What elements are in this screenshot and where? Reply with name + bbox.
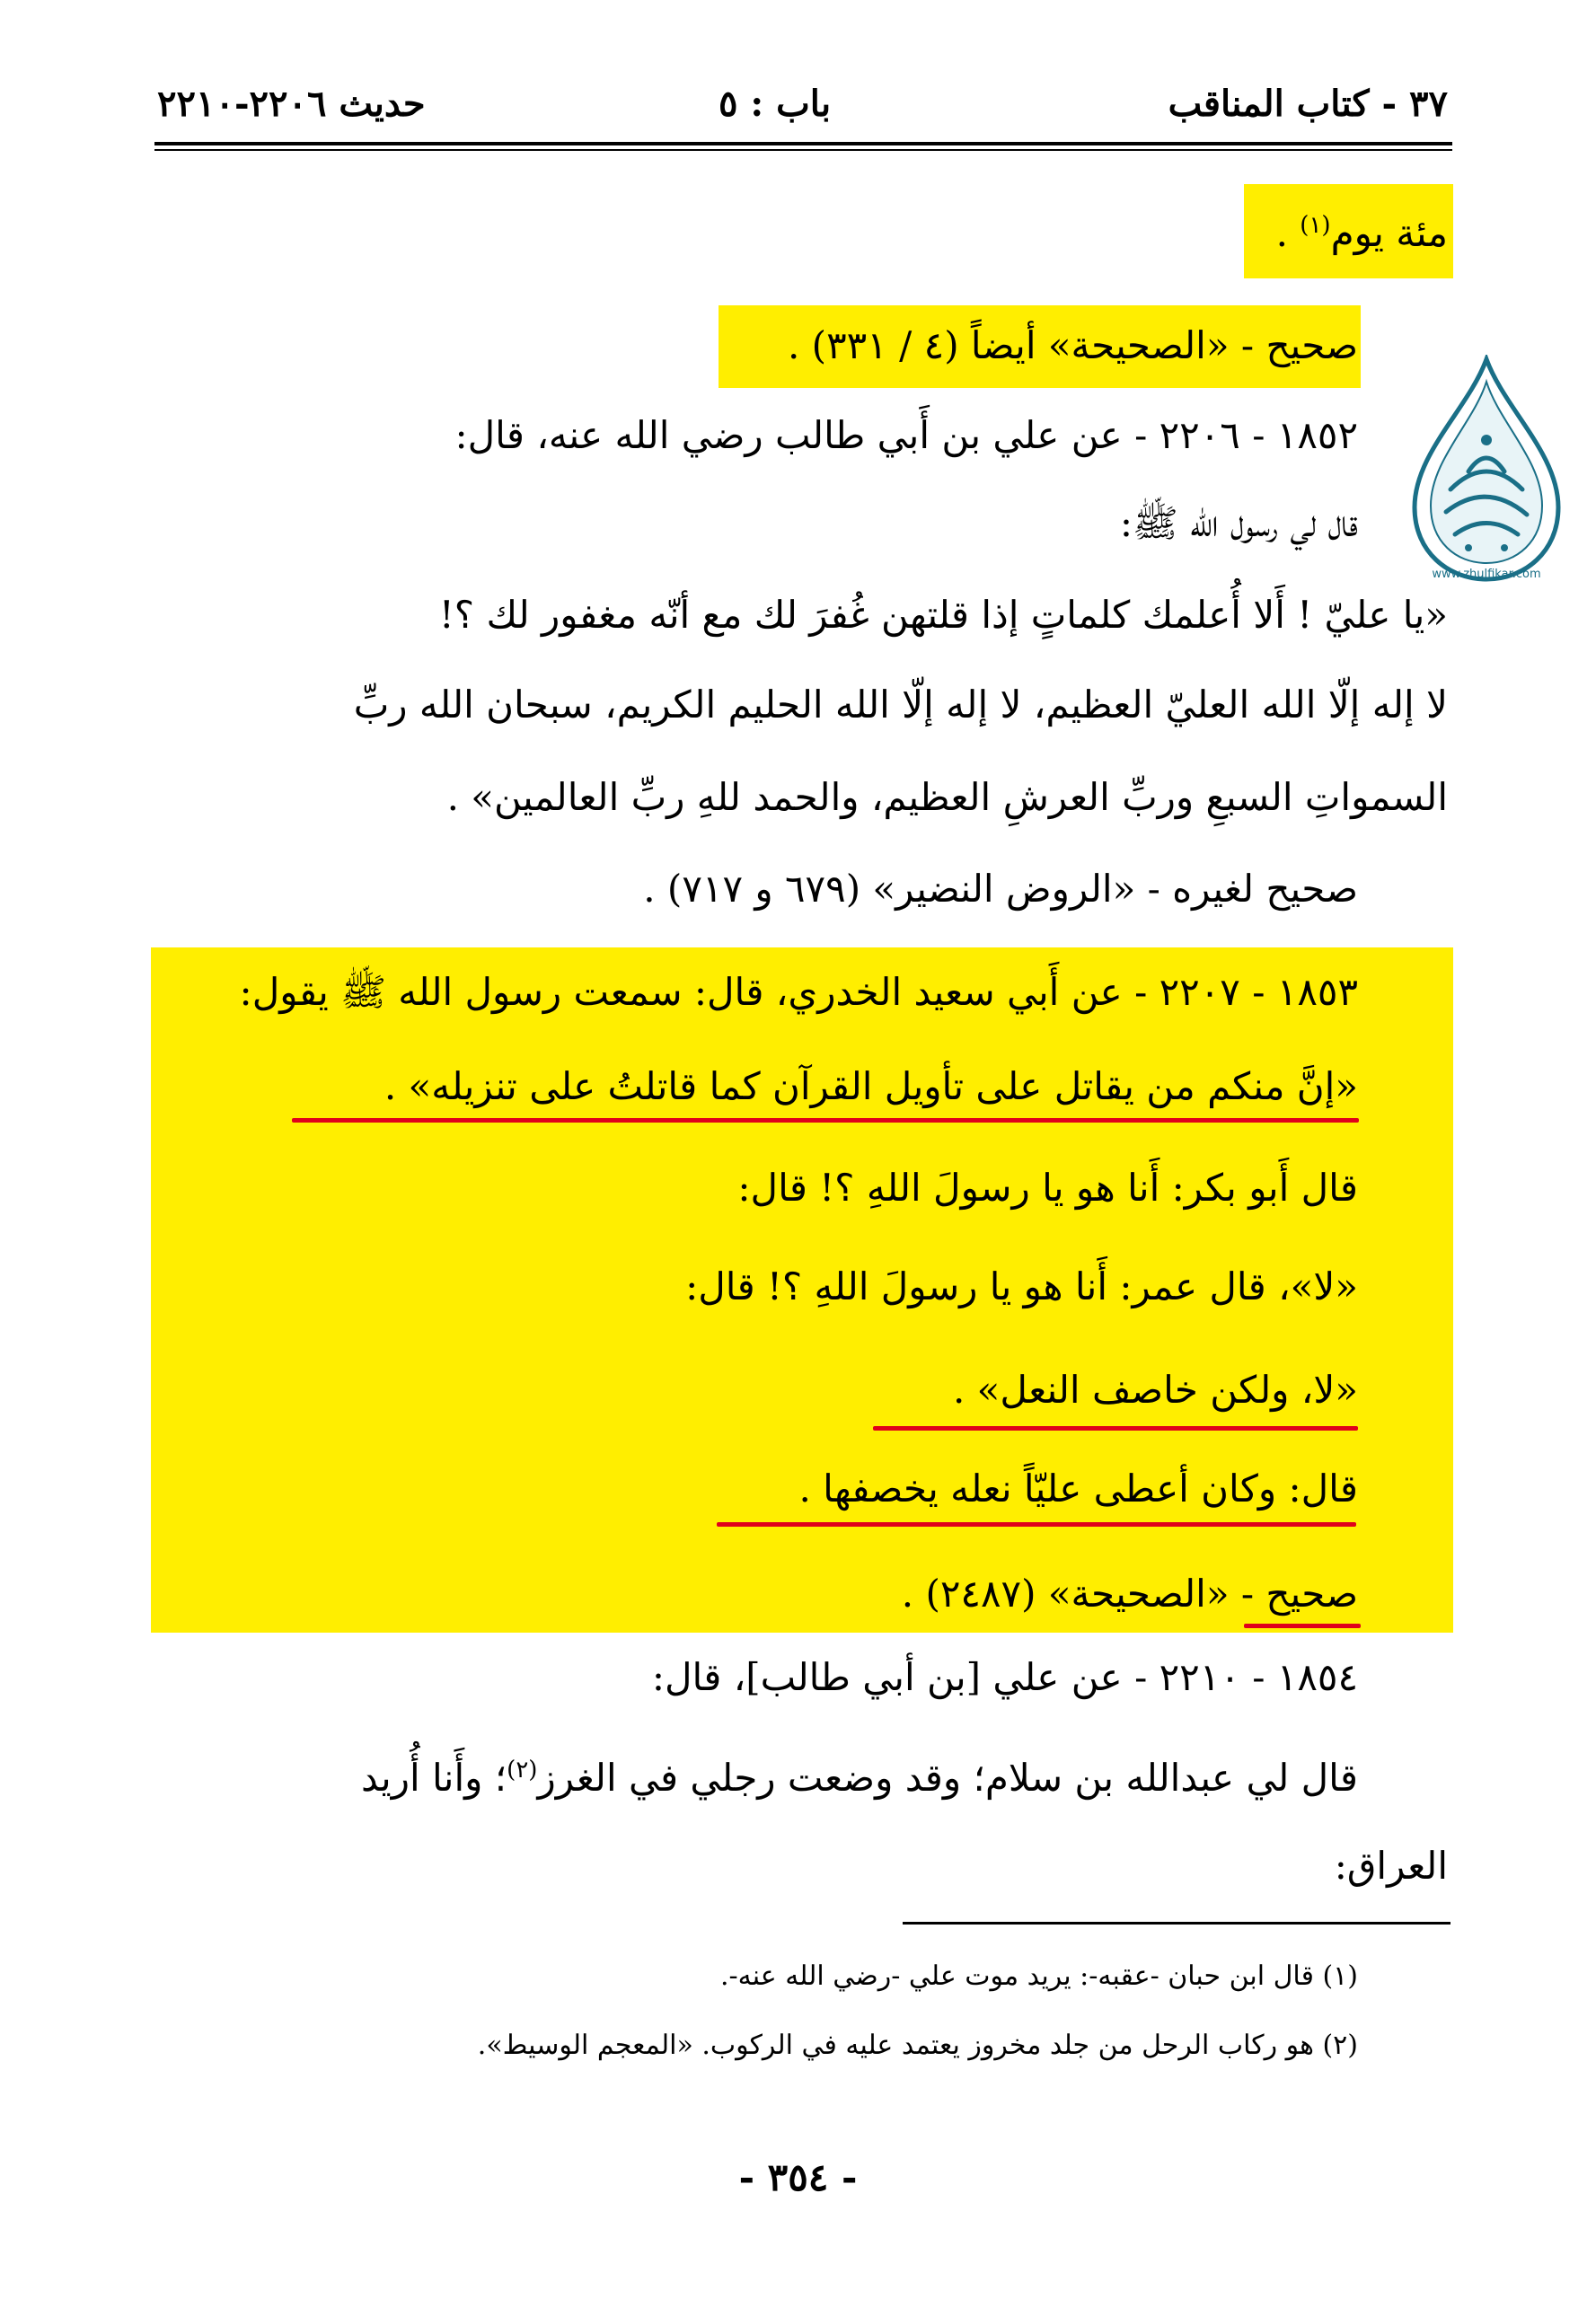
footnote-1: (١) قال ابن حبان -عقبه-: يريد موت علي -رضي الله عنه-. [719,1960,1358,1992]
zhulfikar-logo-icon [1406,355,1567,597]
underline-l14 [717,1522,1356,1527]
text-line-17 [361,1751,1358,1805]
text-line-10: «إنَّ منكم من يقاتل على تأويل القرآن كما قاتلتُ على تنزيله» . [384,1064,1358,1108]
text-line-4: قال لي رسول الله ﷺ: [1119,501,1358,545]
text-line-2: صحيح - «الصحيحة» أيضاً (٤ / ٣٣١) . [787,323,1358,367]
footnote-2: (٢) هو ركاب الرحل من جلد مخروز يعتمد عليه في الركوب. «المعجم الوسيط». [477,2030,1358,2061]
text-line-12: «لا»، قال عمر: أَنا هو يا رسولَ اللهِ ؟! قال: [685,1264,1358,1308]
underline-l15 [1244,1624,1361,1628]
line-17-part-b: ؛ وأَنا أُريد [360,1756,507,1800]
line-17-part-a: قال لي عبدالله بن سلام؛ وقد وضعت رجلي في الغرز [537,1756,1358,1800]
text-line-11: قال أَبو بكر: أَنا هو يا رسولَ اللهِ ؟! قال: [737,1166,1358,1210]
hadith-1852-intro: ١٨٥٢ - ٢٢٠٦ - عن علي بن أَبي طالب رضي الله عنه، قال: [454,413,1358,457]
text-line-5: «يا عليّ ! أَلا أُعلمك كلماتٍ إذا قلتهن غُفرَ لك مع أنّه مغفور لك ؟! [438,593,1448,637]
page-number: - ٣٥٤ - [738,2155,858,2199]
header-book-title: ٣٧ - كتاب المناقب [1168,83,1448,125]
line-1-text: مئة يوم [1330,211,1448,255]
logo-caption: www.zhulfikar.com [1432,568,1541,581]
header-rule-bottom [154,149,1452,151]
text-line-1 [1276,207,1448,260]
header-hadith-range: حديث ٢٢٠٦-٢٢١٠ [157,83,426,125]
text-line-6: لا إله إلّا الله العليّ العظيم، لا إله إلّا الله الحليم الكريم، سبحان الله ربِّ [353,683,1448,727]
grading-1852: صحيح لغيره - «الروض النضير» (٦٧٩ و ٧١٧) . [643,867,1358,911]
header-rule-top [154,142,1452,145]
footnote-ref-1: (١) [1300,212,1331,239]
grading-1853: صحيح - «الصحيحة» (٢٤٨٧) . [901,1572,1358,1616]
hadith-1854-intro: ١٨٥٤ - ٢٢١٠ - عن علي [بن أبي طالب]، قال: [651,1655,1358,1699]
text-line-14: قال: وكان أعطى عليّاً نعله يخصفها . [798,1467,1358,1511]
footnote-rule [903,1922,1451,1925]
text-line-13: «لا، ولكن خاصف النعل» . [952,1368,1358,1412]
text-line-18: العراق: [1334,1844,1448,1888]
footnote-ref-2: (٢) [507,1757,538,1784]
underline-l10 [292,1118,1359,1123]
header-chapter: باب : ٥ [719,83,832,125]
line-1-end: . [1275,211,1288,255]
underline-l13 [873,1426,1358,1431]
text-line-7: السمواتِ السبعِ وربِّ العرشِ العظيم، والحمد للهِ ربِّ العالمين» . [446,775,1448,819]
hadith-1853-intro: ١٨٥٣ - ٢٢٠٧ - عن أَبي سعيد الخدري، قال: سمعت رسول الله ﷺ يقول: [239,970,1358,1014]
